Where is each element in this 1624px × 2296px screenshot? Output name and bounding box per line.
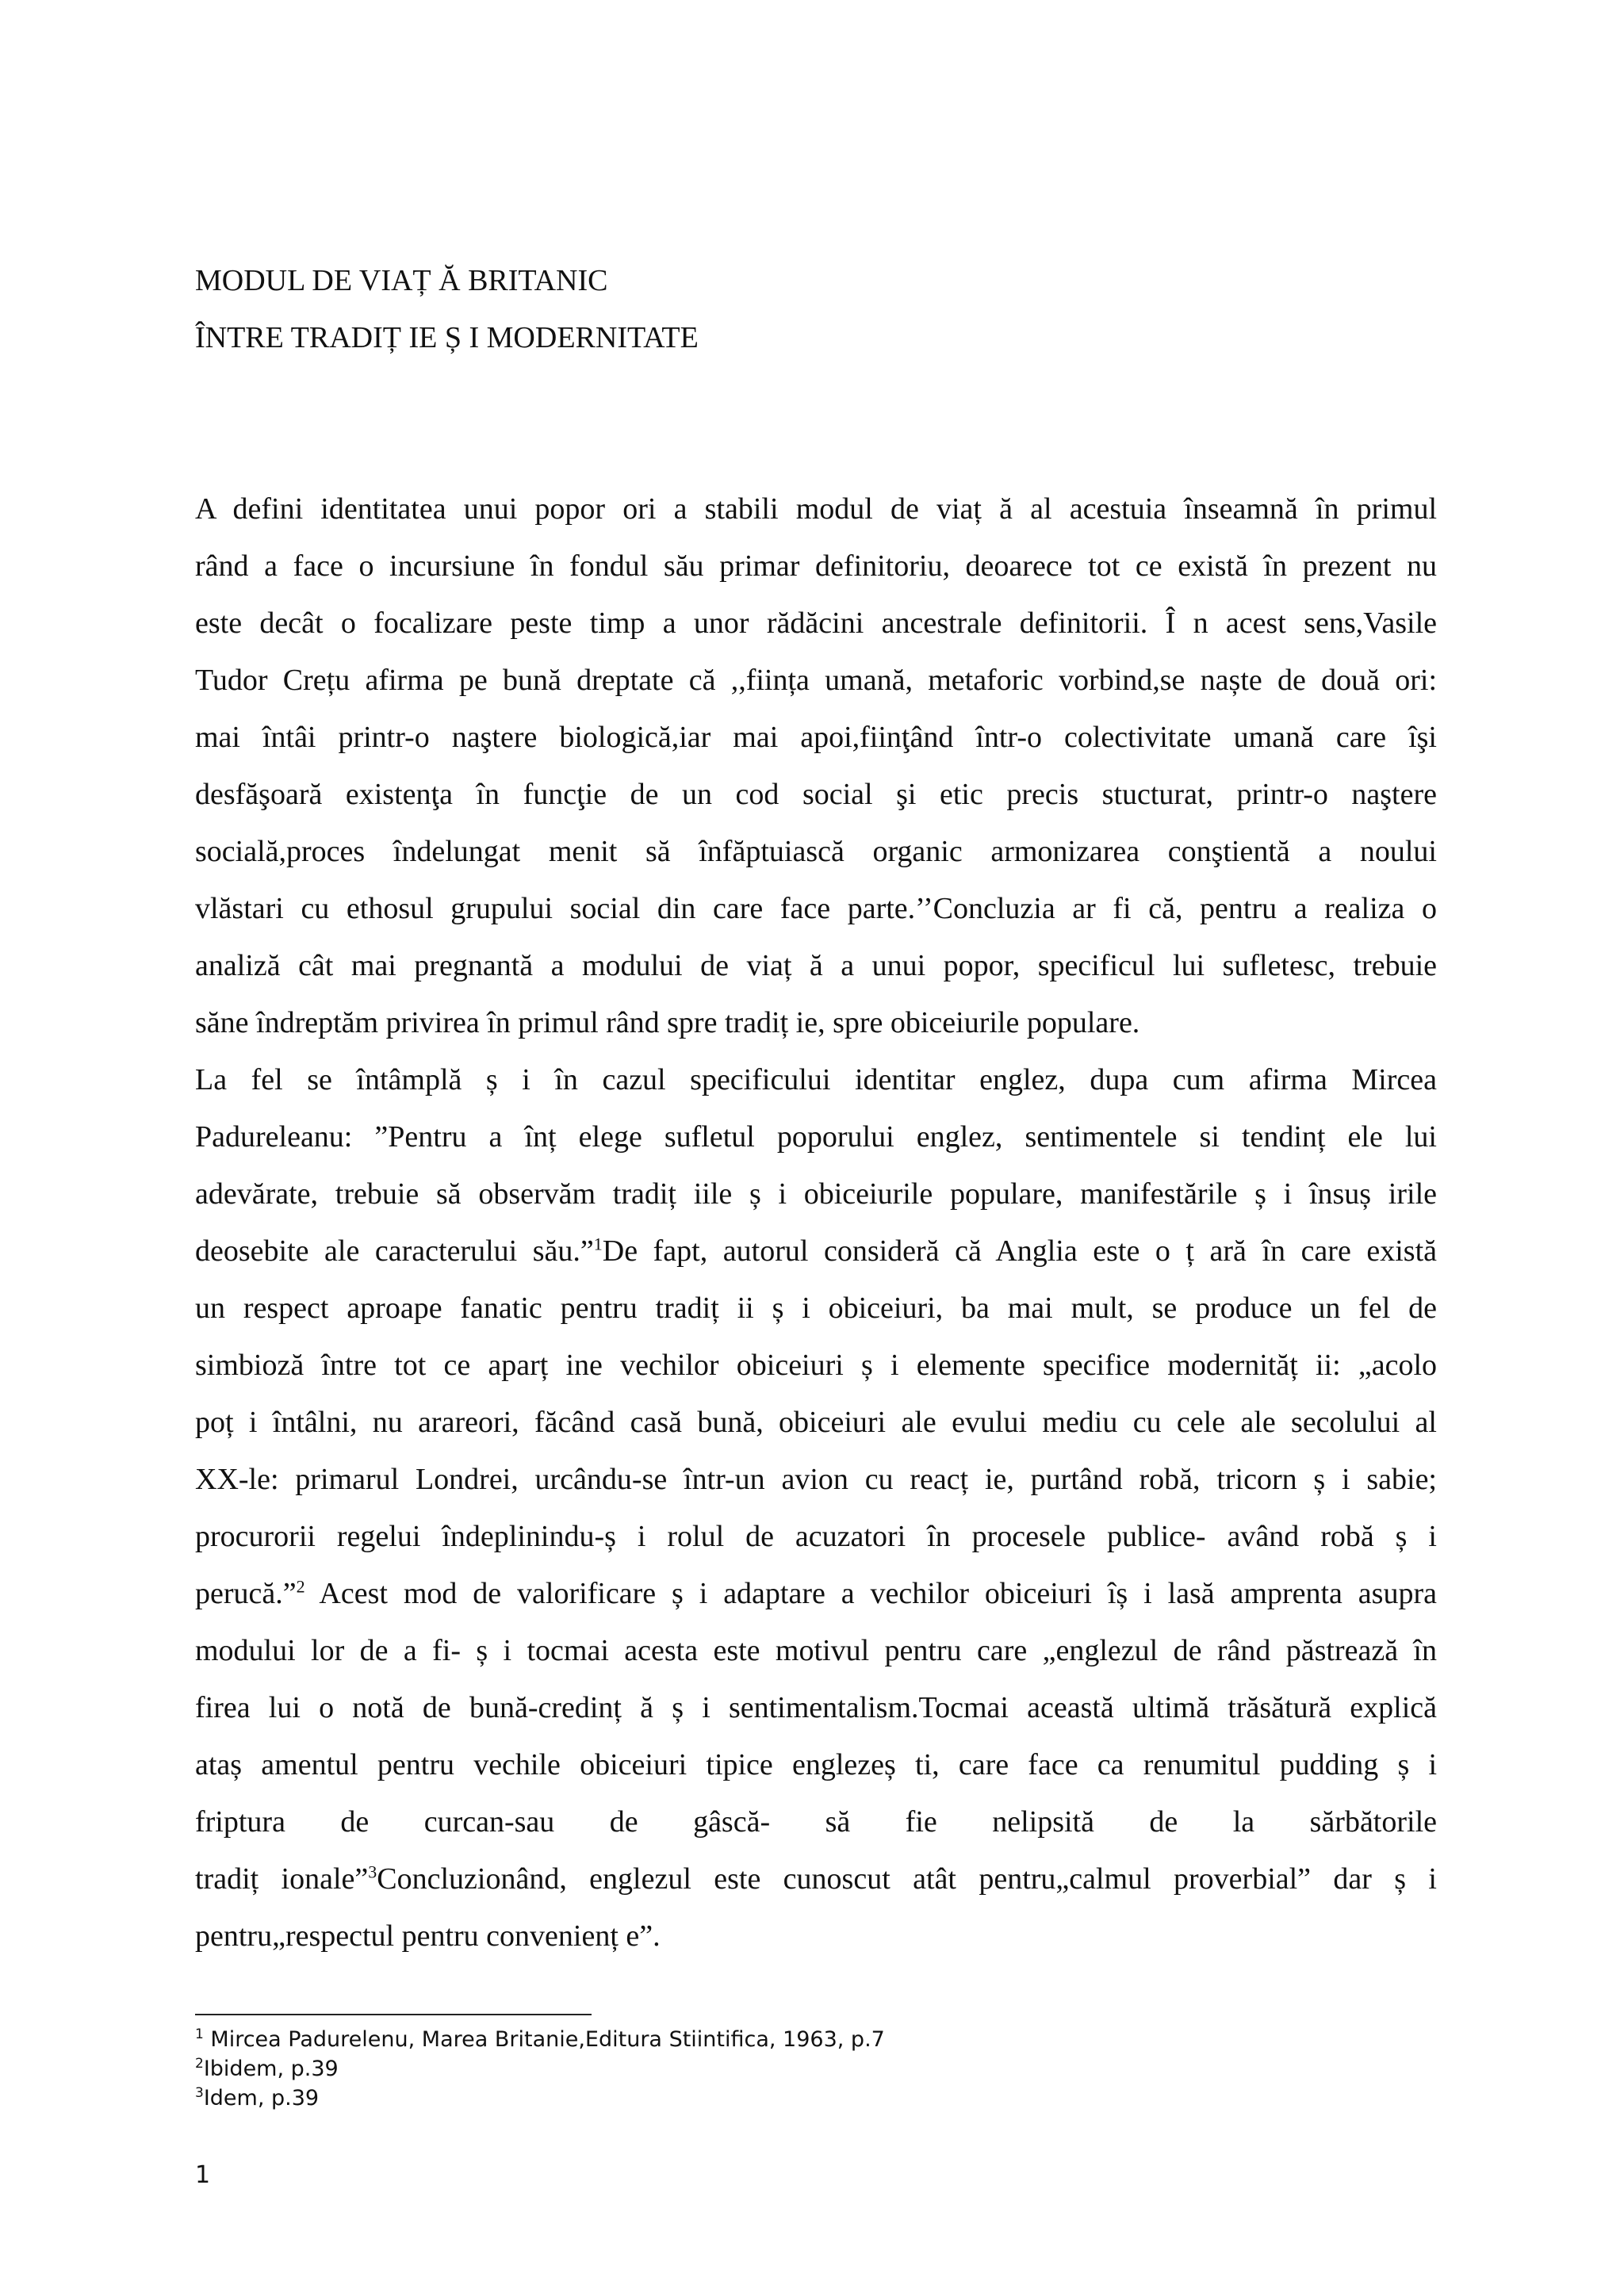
title-line-1: MODUL DE VIAȚ Ă BRITANIC	[195, 264, 608, 297]
paragraph-line	[195, 1451, 1437, 1508]
line-text-continued: De fapt, autorul consideră că Anglia este o ț ară în care există	[602, 1234, 1437, 1268]
paragraph-line	[195, 595, 1437, 652]
paragraph-line	[195, 1793, 1437, 1850]
paragraph-line	[195, 1850, 1437, 1908]
paragraph-line	[195, 1736, 1437, 1793]
paragraph-line	[195, 709, 1437, 766]
paragraph-line	[195, 1679, 1437, 1736]
paragraph-line	[195, 1280, 1437, 1337]
footnote-ref: 2	[296, 1576, 305, 1597]
paragraph-line	[195, 1622, 1437, 1679]
line-text: modului lor de a fi- ș i tocmai acesta este motivul pentru care „englezul de rând păstrează în	[195, 1634, 1437, 1667]
page-number: 1	[195, 2161, 211, 2189]
line-text: simbioză între tot ce aparț ine vechilor obiceiuri ș i elemente specifice modernităț ii: „acolo	[195, 1349, 1437, 1382]
line-text: rând a face o incursiune în fondul său primar definitoriu, deoarece tot ce există în prezent nu	[195, 549, 1437, 583]
footnote-number: 2	[195, 2056, 204, 2072]
line-text-continued: Acest mod de valorificare ș i adaptare a vechilor obiceiuri îș i lasă amprenta asupra	[304, 1577, 1437, 1610]
footnotes	[195, 2025, 885, 2113]
paragraph-line	[195, 1051, 1437, 1108]
line-text: săne îndreptăm privirea în primul rând spre tradiț ie, spre obiceiurile populare.	[195, 1006, 1140, 1039]
footnote-ref: 3	[368, 1862, 377, 1882]
line-text: perucă.”	[195, 1577, 297, 1610]
paragraph-line	[195, 823, 1437, 880]
line-text: analiză cât mai pregnantă a modului de viaț ă a unui popor, specificul lui sufletesc, trebuie	[195, 949, 1437, 982]
line-text: Padureleanu: ”Pentru a înț elege sufletul poporului englez, sentimentele si tendinț ele lui	[195, 1120, 1437, 1154]
paragraph-line	[195, 1165, 1437, 1223]
footnote-number: 3	[195, 2085, 204, 2101]
paragraph-line	[195, 880, 1437, 937]
line-text: socială,proces îndelungat menit să înfăptuiască organic armonizarea conştientă a noului	[195, 835, 1437, 868]
footnote-item	[195, 2084, 885, 2113]
paragraph-line	[195, 480, 1437, 538]
footnote-item	[195, 2054, 885, 2084]
line-text: deosebite ale caracterului său.”	[195, 1234, 594, 1268]
line-text: un respect aproape fanatic pentru tradiț ii ș i obiceiuri, ba mai mult, se produce un fel de	[195, 1292, 1437, 1325]
line-text: este decât o focalizare peste timp a unor rădăcini ancestrale definitorii. Î n acest sens,Vasile	[195, 607, 1437, 640]
line-text: procurorii regelui îndeplinindu-ș i rolul de acuzatori în procesele publice- având robă ș i	[195, 1520, 1437, 1553]
paragraph-line	[195, 1337, 1437, 1394]
paragraph-line	[195, 1394, 1437, 1451]
line-text: A defini identitatea unui popor ori a stabili modul de viaț ă al acestuia înseamnă în primul	[195, 492, 1437, 526]
paragraph-line	[195, 937, 1437, 994]
line-text: desfăşoară existenţa în funcţie de un cod social şi etic precis stucturat, printr-o naştere	[195, 778, 1437, 811]
paragraph-line	[195, 1908, 1437, 1965]
paragraph-line	[195, 1108, 1437, 1165]
line-text: firea lui o notă de bună-credinț ă ș i sentimentalism.Tocmai această ultimă trăsătură explică	[195, 1691, 1437, 1724]
footnote-text: Ibidem, p.39	[203, 2057, 339, 2081]
line-text: ataș amentul pentru vechile obiceiuri tipice englezeș ti, care face ca renumitul pudding ș i	[195, 1748, 1437, 1781]
paragraph-line	[195, 1508, 1437, 1565]
footnote-text: Idem, p.39	[203, 2086, 320, 2110]
body-text	[195, 480, 1437, 1965]
paragraph-line	[195, 1223, 1437, 1280]
paragraph-line	[195, 652, 1437, 709]
line-text: vlăstari cu ethosul grupului social din care face parte.’’Concluzia ar fi că, pentru a realiza o	[195, 892, 1437, 925]
line-text: pentru„respectul pentru convenienț e”.	[195, 1919, 661, 1953]
paragraph-line	[195, 994, 1437, 1051]
line-text: mai întâi printr-o naştere biologică,iar mai apoi,fiinţând într-o colectivitate umană care îşi	[195, 721, 1437, 754]
title-line-2: ÎNTRE TRADIȚ IE Ș I MODERNITATE	[195, 321, 699, 354]
paragraph-line	[195, 766, 1437, 823]
footnote-item	[195, 2025, 885, 2054]
paragraph-line	[195, 538, 1437, 595]
line-text: friptura de curcan-sau de gâscă- să fie nelipsită de la sărbătorile	[195, 1805, 1437, 1839]
line-text: La fel se întâmplă ș i în cazul specificului identitar englez, dupa cum afirma Mircea	[195, 1063, 1437, 1096]
line-text: XX-le: primarul Londrei, urcându-se într-un avion cu reacț ie, purtând robă, tricorn ș i sabie;	[195, 1463, 1437, 1496]
line-text: Tudor Crețu afirma pe bună dreptate că ,,ființa umană, metaforic vorbind,se naște de două ori:	[195, 664, 1437, 697]
footnote-text: Mircea Padurelenu, Marea Britanie,Editura Stiintifica, 1963, p.7	[203, 2027, 885, 2052]
line-text: adevărate, trebuie să observăm tradiț iile ș i obiceiurile populare, manifestările ș i însuș irile	[195, 1177, 1437, 1211]
footnote-separator	[195, 2014, 592, 2015]
line-text: tradiț ionale”	[195, 1862, 369, 1896]
footnote-number: 1	[195, 2026, 204, 2042]
line-text-continued: Concluzionând, englezul este cunoscut atât pentru„calmul proverbial” dar ș i	[377, 1862, 1437, 1896]
line-text: poț i întâlni, nu arareori, făcând casă bună, obiceiuri ale evului mediu cu cele ale secolului al	[195, 1406, 1437, 1439]
footnote-ref: 1	[593, 1234, 603, 1254]
page-title	[195, 252, 699, 366]
paragraph-line	[195, 1565, 1437, 1622]
